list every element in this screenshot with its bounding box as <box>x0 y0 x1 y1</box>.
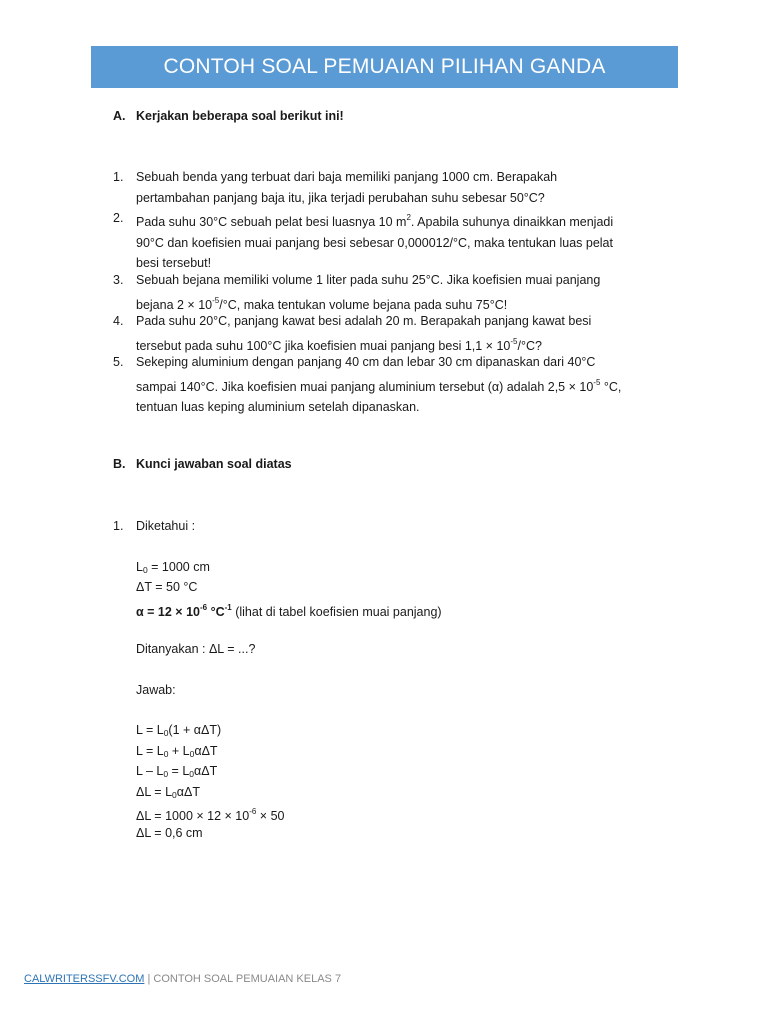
question-text-line: 90°C dan koefisien muai panjang besi sebesar 0,000012/°C, maka tentukan luas pelat <box>136 235 613 250</box>
question-text-line: Pada suhu 30°C sebuah pelat besi luasnya 10 $m^2$. Apabila suhunya dinaikkan menjadi <box>136 213 614 229</box>
footer-text: CONTOH SOAL PEMUAIAN KELAS 7 <box>153 973 342 985</box>
question-5 <box>136 352 676 418</box>
footer-site-link[interactable]: CALWRITERSSFV.COM <box>24 973 145 985</box>
question-text-line: bejana $2 \times 10^{-5}/^\circ C$, maka tentukan volume bejana pada suhu 75°C! <box>136 295 508 312</box>
solution-step-5: $\Delta L = 1000 \times 12 \times 10^{-6} \times 50$ <box>136 807 285 823</box>
answer-number: 1. <box>113 519 124 533</box>
question-3 <box>136 270 676 315</box>
given-alpha: $\alpha = 12 \times 10^{-6}$ $^\circ C^{-1}$ (lihat di tabel koefisien muai panjang) <box>136 603 442 619</box>
ditanyakan-line: Ditanyakan : ΔL = ...? <box>136 642 256 656</box>
question-text-line: tentuan luas keping aluminium setelah dipanaskan. <box>136 400 420 414</box>
page-title-banner <box>91 46 678 88</box>
section-b-letter: B. <box>113 457 126 471</box>
question-text-line: Sebuah benda yang terbuat dari baja memiliki panjang 1000 cm. Berapakah <box>136 170 558 184</box>
question-2 <box>136 208 676 274</box>
solution-result: ΔL = 0,6 cm <box>136 826 203 840</box>
section-a-letter: A. <box>113 109 126 123</box>
page-title: CONTOH SOAL PEMUAIAN PILIHAN GANDA <box>163 54 606 78</box>
footer-separator: | <box>144 973 154 985</box>
diketahui-label: Diketahui : <box>136 519 196 533</box>
question-text-line: sampai 140°C. Jika koefisien muai panjang aluminium tersebut (α) adalah $2,5 \times 10^{-5}$ °C, <box>136 377 622 394</box>
question-number: 2. <box>113 211 124 225</box>
question-text-line: tersebut pada suhu 100°C jika koefisien muai panjang besi $1,1 \times 10^{-5}/^\circ C$? <box>136 336 542 353</box>
given-l0: $L_0 = 1000$ cm <box>136 560 210 575</box>
question-number: 1. <box>113 170 124 184</box>
jawab-label: Jawab: <box>136 683 176 697</box>
question-number: 3. <box>113 273 124 287</box>
question-number: 4. <box>113 314 124 328</box>
solution-step-1: $L = L_0(1 + \alpha\Delta T)$ <box>136 723 222 738</box>
solution-step-2: $L = L_0 + L_0\alpha\Delta T$ <box>136 744 218 759</box>
given-delta-t: ΔT = 50 °C <box>136 580 198 594</box>
question-text-line: Pada suhu 20°C, panjang kawat besi adalah 20 m. Berapakah panjang kawat besi <box>136 314 592 328</box>
question-4 <box>136 311 676 356</box>
section-b-heading: Kunci jawaban soal diatas <box>136 457 292 471</box>
question-text-line: Sekeping aluminium dengan panjang 40 cm dan lebar 30 cm dipanaskan dari 40°C <box>136 355 596 369</box>
question-number: 5. <box>113 355 124 369</box>
question-text-line: pertambahan panjang baja itu, jika terjadi perubahan suhu sebesar 50°C? <box>136 190 545 205</box>
footer <box>24 969 341 990</box>
question-text-line: besi tersebut! <box>136 256 212 270</box>
section-a-heading: Kerjakan beberapa soal berikut ini! <box>136 109 344 123</box>
solution-step-4: $\Delta L = L_0\alpha\Delta T$ <box>136 785 200 800</box>
solution-step-3: $L - L_0 = L_0\alpha\Delta T$ <box>136 764 218 779</box>
question-text-line: Sebuah bejana memiliki volume 1 liter pada suhu 25°C. Jika koefisien muai panjang <box>136 273 601 287</box>
question-1 <box>136 167 676 208</box>
